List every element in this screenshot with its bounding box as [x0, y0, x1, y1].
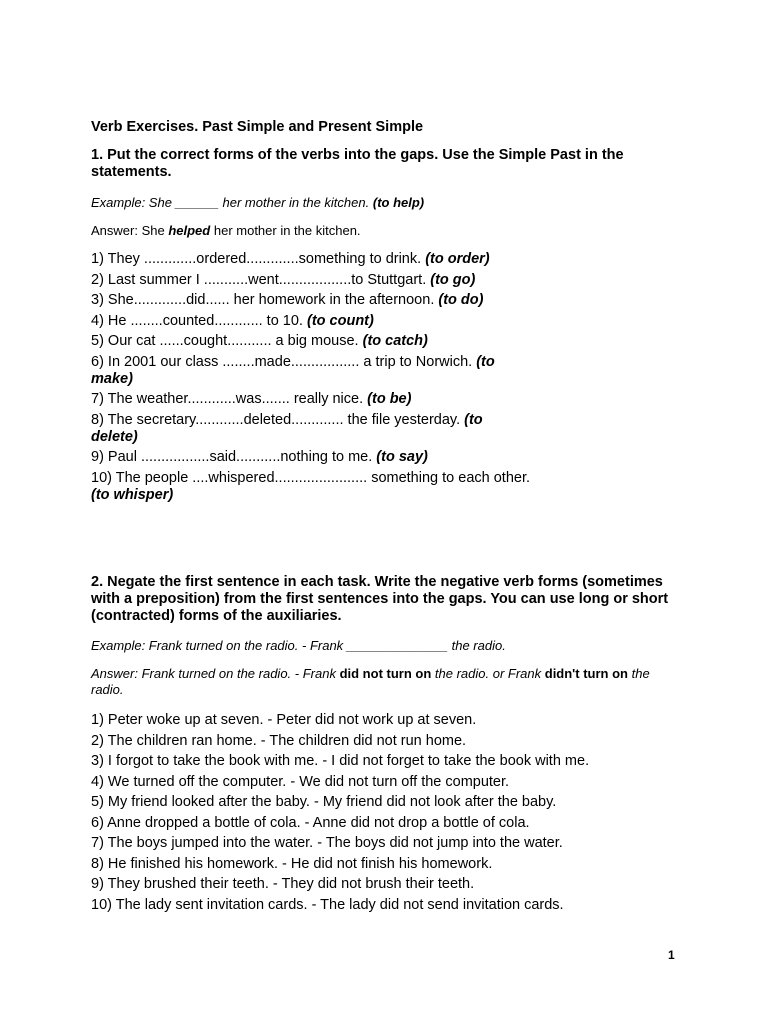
section-1-heading: 1. Put the correct forms of the verbs into the gaps. Use the Simple Past in the statements. — [91, 147, 624, 180]
section-1-answer — [91, 223, 691, 239]
answer-bold-1: did not turn on — [339, 666, 432, 681]
example-text: Example: She ______ her mother in the kitchen. — [91, 195, 370, 210]
list-item: 8) He finished his homework. - He did not finish his homework. — [91, 855, 493, 872]
list-item: 4) We turned off the computer. - We did not turn off the computer. — [91, 773, 510, 790]
section-2-example: Example: Frank turned on the radio. - Frank ______________ the radio. — [91, 638, 506, 653]
list-item: 4) He ........counted............ to 10. (to count) — [91, 312, 374, 329]
list-item: 1) They .............ordered.............something to drink. (to order) — [91, 251, 490, 267]
list-item: 6) Anne dropped a bottle of cola. - Anne did not drop a bottle of cola. — [91, 814, 530, 831]
list-item: 8) The secretary............deleted............. the file yesterday. (to delete) — [91, 411, 483, 445]
page-number: 1 — [668, 948, 675, 962]
section-1 — [91, 147, 691, 504]
list-item: 5) Our cat ......cought........... a big mouse. (to catch) — [91, 333, 428, 349]
list-item: 10) The people ....whispered....................... something to each other. (to whisper) — [91, 469, 531, 503]
example-hint: (to help) — [372, 195, 425, 210]
section-1-example — [91, 195, 691, 211]
answer-part-2: the radio. or Frank — [434, 666, 542, 681]
answer-prefix: Answer: She — [91, 223, 165, 238]
list-item: 3) I forgot to take the book with me. - I did not forget to take the book with me. — [91, 753, 590, 769]
section-1-list — [91, 251, 531, 504]
list-item: 2) The children ran home. - The children did not run home. — [91, 732, 467, 749]
list-item: 1) Peter woke up at seven. - Peter did not work up at seven. — [91, 712, 477, 728]
list-item: 10) The lady sent invitation cards. - The lady did not send invitation cards. — [91, 896, 564, 913]
list-item: 9) They brushed their teeth. - They did not brush their teeth. — [91, 876, 475, 892]
section-2-heading: 2. Negate the first sentence in each task. Write the negative verb forms (sometimes with a preposition) from the first sentences into the gaps. You can use long or short (contracted) forms of the auxiliaries. — [91, 574, 669, 624]
section-2-list — [91, 712, 691, 914]
answer-suffix: her mother in the kitchen. — [213, 223, 361, 238]
list-item: 3) She.............did...... her homework in the afternoon. (to do) — [91, 292, 484, 308]
list-item: 7) The weather............was....... really nice. (to be) — [91, 391, 412, 407]
answer-word: helped — [168, 223, 211, 238]
worksheet-page — [91, 118, 691, 913]
answer-part-1: Answer: Frank turned on the radio. - Frank — [91, 666, 336, 681]
document-title: Verb Exercises. Past Simple and Present Simple — [91, 119, 424, 135]
list-item: 5) My friend looked after the baby. - My friend did not look after the baby. — [91, 794, 557, 810]
answer-part-3: the radio. — [91, 666, 650, 697]
list-item: 2) Last summer I ...........went..................to Stuttgart. (to go) — [91, 271, 476, 288]
answer-bold-2: didn't turn on — [544, 666, 628, 681]
list-item: 6) In 2001 our class ........made................. a trip to Norwich. (to make) — [91, 353, 495, 387]
section-2-answer — [91, 666, 671, 698]
list-item: 7) The boys jumped into the water. - The boys did not jump into the water. — [91, 835, 563, 851]
section-2 — [91, 574, 691, 917]
list-item: 9) Paul .................said...........nothing to me. (to say) — [91, 449, 428, 465]
